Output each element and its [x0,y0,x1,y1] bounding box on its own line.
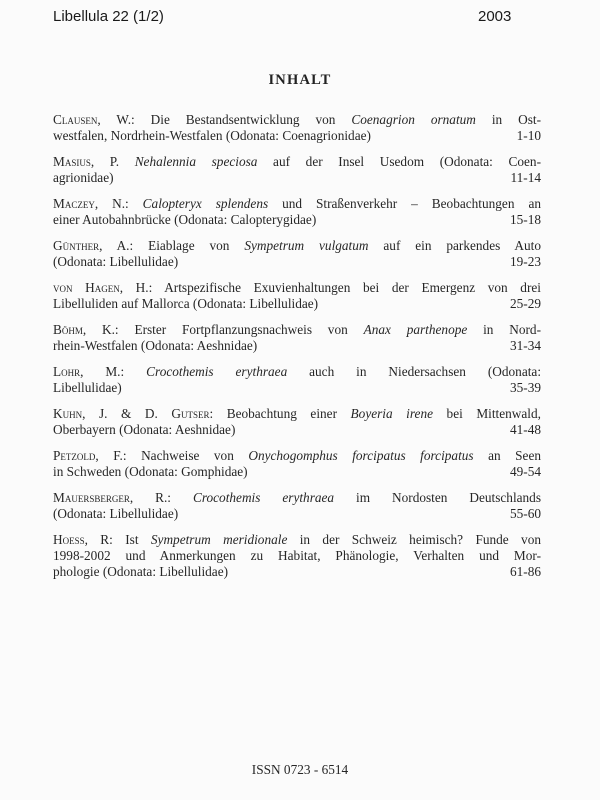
entry-title-part: Libelluliden auf Mallorca (Odonata: Libellulidae) [53,296,319,311]
entry-title-part: (Odonata: Libellulidae) [53,254,179,269]
entry-author: von Hagen, H.: [53,280,153,295]
entry-species: Boyeria irene [350,406,434,421]
entry-line [53,338,541,354]
entry-title-part: westfalen, Nordrhein-Westfalen (Odonata: Coenagrionidae) [53,128,371,143]
entry-line [53,170,541,186]
entry-line [53,422,541,438]
entry-title-part: Die Bestandsentwicklung von [134,112,352,127]
entry-author: Lohr, M.: [53,364,125,379]
entry-author: Clausen, W.: [53,112,135,127]
entry-author: Mauersberger, R.: [53,490,171,505]
entry-title-part: in der Schweiz heimisch? Funde von [287,532,542,547]
entry-pages: 41-48 [509,422,541,437]
toc-entry[interactable] [53,406,541,438]
entry-line [53,564,541,580]
year-header: 2003 [478,8,512,25]
entry-species: Sympetrum meridionale [150,532,288,547]
entry-title-part: Erster Fortpflanzungsnachweis von [118,322,364,337]
entry-line [53,238,541,254]
toc-entry[interactable] [53,196,541,228]
entry-line [53,506,541,522]
entry-title-part: Ist [112,532,151,547]
entry-title-part [129,196,143,211]
entry-pages: 31-34 [509,338,541,353]
entry-title-part: Oberbayern (Odonata: Aeshnidae) [53,422,236,437]
entry-pages: 35-39 [509,380,541,395]
entry-title-part: Artspezifische Exuvienhaltungen bei der Emergenz von drei [152,280,541,295]
entry-line [53,464,541,480]
entry-title-part: Libellulidae) [53,380,122,395]
entry-line [53,254,541,270]
entry-title-part: Nachweise von [126,448,249,463]
entry-title-part [171,490,193,505]
entry-title-part: in Ost- [475,112,541,127]
entry-species: Calopteryx splendens [142,196,269,211]
entry-line [53,532,541,548]
entry-pages: 11-14 [510,170,541,185]
entry-title-part: auf der Insel Usedom (Odonata: Coen- [257,154,542,169]
entry-line [53,212,541,228]
entry-species: Crocothemis erythraea [192,490,335,505]
toc-entry[interactable] [53,238,541,270]
entry-title-part: 1998-2002 und Anmerkungen zu Habitat, Phänologie, Verhalten und Mor- [53,548,541,563]
entry-species: Crocothemis erythraea [146,364,288,379]
entry-title-part: und Straßenverkehr – Beobachtungen an [268,196,541,211]
toc-entry[interactable] [53,448,541,480]
entry-title-part: einer Autobahnbrücke (Odonata: Calopterygidae) [53,212,317,227]
toc-entry[interactable] [53,490,541,522]
toc-entry[interactable] [53,154,541,186]
entry-species: Anax parthenope [363,322,468,337]
page-title: INHALT [268,72,332,88]
entry-line [53,406,541,422]
entry-title-part [119,154,135,169]
toc-entry[interactable] [53,532,541,580]
issn-footer: ISSN 0723 - 6514 [251,762,349,777]
entry-line [53,112,541,128]
entry-line [53,548,541,564]
entry-pages: 15-18 [509,212,541,227]
entry-line [53,154,541,170]
entry-title-part: (Odonata: Libellulidae) [53,506,179,521]
toc-entry[interactable] [53,112,541,144]
toc-entry[interactable] [53,322,541,354]
entry-species: Nehalennia speciosa [134,154,258,169]
entry-line [53,448,541,464]
entry-line [53,490,541,506]
entry-title-part: auch in Niedersachsen (Odonata: [287,364,542,379]
entry-pages: 55-60 [509,506,541,521]
entry-author: Günther, A.: [53,238,134,253]
entry-species: Onychogomphus forcipatus forcipatus [248,448,474,463]
entry-title-part: rhein-Westfalen (Odonata: Aeshnidae) [53,338,258,353]
entry-title-part [124,364,146,379]
entry-pages: 19-23 [509,254,541,269]
entry-pages: 25-29 [509,296,541,311]
entry-title-part: Eiablage von [133,238,245,253]
entry-author: Hoess, R: [53,532,113,547]
entry-title-part: in Schweden (Odonata: Gomphidae) [53,464,248,479]
entry-author: Kuhn, J. & D. Gutser: [53,406,214,421]
entry-author: Böhm, K.: [53,322,119,337]
entry-line [53,296,541,312]
entry-line [53,128,541,144]
entry-pages: 1-10 [516,128,541,143]
entry-author: Masius, P. [53,154,120,169]
toc-entry[interactable] [53,280,541,312]
entry-title-part: in Nord- [467,322,542,337]
journal-header: Libellula 22 (1/2) [53,8,164,25]
entry-author: Maczey, N.: [53,196,129,211]
entry-line [53,364,541,380]
entry-line [53,322,541,338]
entry-title-part: phologie (Odonata: Libellulidae) [53,564,229,579]
entry-title-part: an Seen [473,448,541,463]
entry-author: Petzold, F.: [53,448,127,463]
toc-entry[interactable] [53,364,541,396]
entry-title-part: agrionidae) [53,170,114,185]
entry-title-part: im Nordosten Deutschlands [334,490,542,505]
entry-species: Sympetrum vulgatum [244,238,369,253]
entry-pages: 61-86 [509,564,541,579]
entry-title-part: auf ein parkendes Auto [368,238,542,253]
entry-line [53,196,541,212]
entry-species: Coenagrion ornatum [351,112,476,127]
toc-list [53,112,541,590]
entry-line [53,280,541,296]
entry-line [53,380,541,396]
entry-title-part: Beobachtung einer [213,406,351,421]
entry-pages: 49-54 [509,464,541,479]
entry-title-part: bei Mittenwald, [433,406,541,421]
